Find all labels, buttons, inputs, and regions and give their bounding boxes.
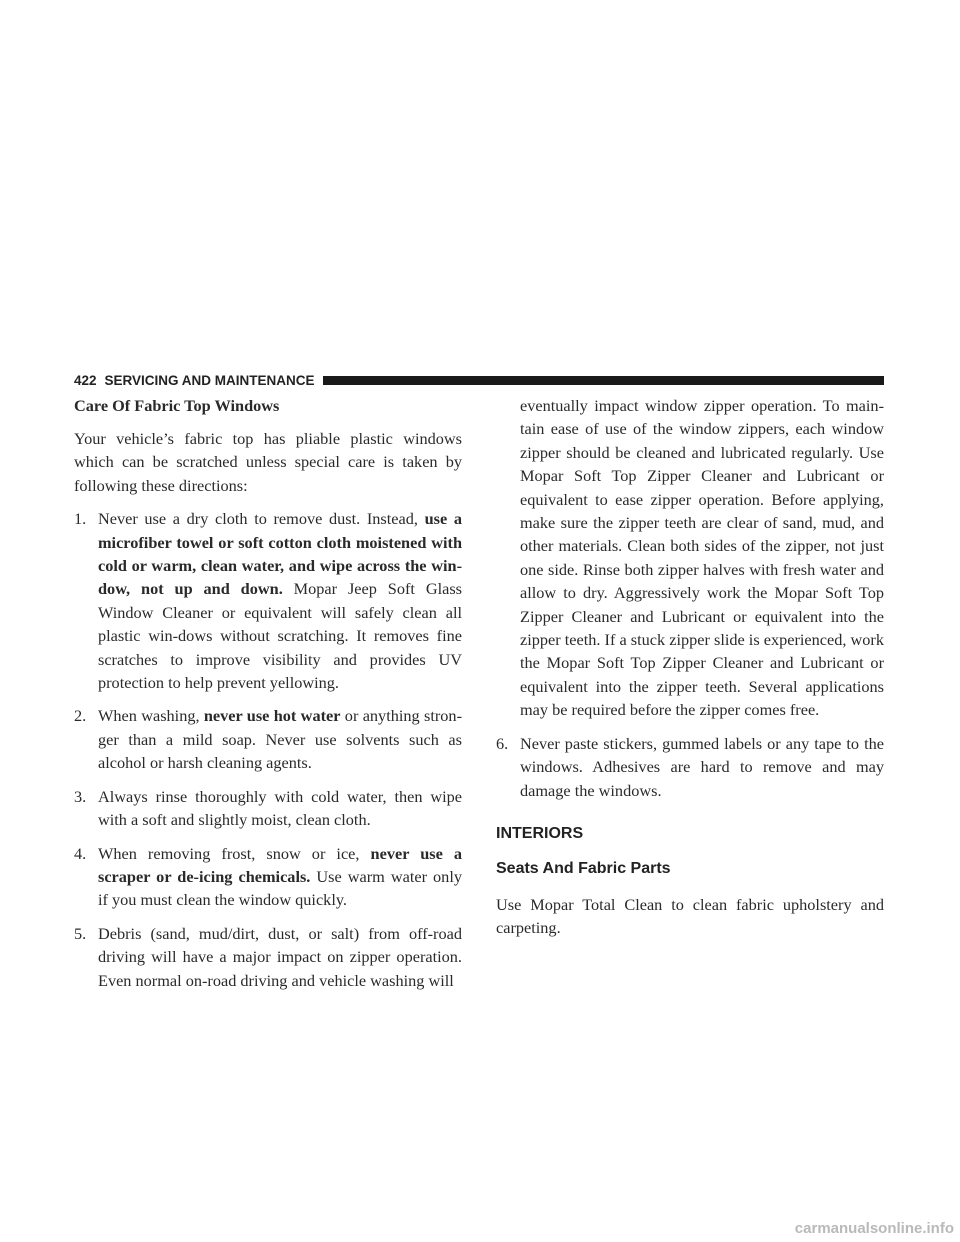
item-text: Never use a dry cloth to remove dust. Instead,	[98, 509, 425, 529]
item-bold-text: never use a scraper or de-icing chemicals.	[98, 843, 463, 886]
item-text: or anything stron-ger than a mild soap. Never use solvents such as alcohol or harsh cleaning agents.	[98, 706, 462, 773]
right-column	[496, 394, 884, 950]
item-number: 3.	[74, 786, 87, 806]
left-column	[74, 394, 462, 1002]
item-number: 1.	[74, 509, 87, 529]
list-item	[496, 732, 884, 802]
seats-paragraph: Use Mopar Total Clean to clean fabric upholstery and carpeting.	[496, 894, 884, 938]
interiors-heading: INTERIORS	[496, 824, 584, 842]
item-bold-text: never use hot water	[203, 706, 341, 726]
item-bold-text: use a microfiber towel or soft cotton cloth moistened with cold or warm, clean water, and wipe across the win-dow, not up and down.	[98, 509, 462, 599]
item-text: Always rinse thoroughly with cold water, then wipe with a soft and slightly moist, clean cloth.	[98, 786, 462, 830]
item-text: Never paste stickers, gummed labels or any tape to the windows. Adhesives are hard to remove and may damage the windows.	[520, 733, 884, 800]
list-item	[74, 507, 462, 694]
care-steps-list	[74, 507, 462, 992]
intro-paragraph: Your vehicle’s fabric top has pliable plastic windows which can be scratched unless special care is taken by following these directions:	[74, 429, 462, 495]
watermark: carmanualsonline.info	[794, 1220, 954, 1237]
section-title: Care Of Fabric Top Windows	[74, 396, 280, 415]
item-text: When washing,	[98, 706, 204, 726]
item-number: 5.	[74, 923, 87, 943]
list-item	[74, 842, 462, 912]
continuation-paragraph: eventually impact window zipper operation. To main-tain ease of use of the window zippers, each window zipper should be cleaned and lubricated regularly. Use Mopar Soft Top Zipper Cleaner and Lubricant or equivalent to ease zipper operation. Before applying, make sure the zipper teeth are clear of sand, mud, and other materials. Clean both sides of the zipper, not just one side. Rinse both zipper halves with fresh water and allow to dry. Aggressively work the Mopar Soft Top Zipper Cleaner and Lubricant or equivalent into the zipper teeth. If a stuck zipper slide is experienced, work the Mopar Soft Top Zipper Cleaner and Lubricant or equivalent into the zipper teeth. Several applications may be required before the zipper comes free.	[520, 396, 884, 720]
seats-heading: Seats And Fabric Parts	[496, 860, 671, 878]
page-header	[74, 370, 884, 390]
item-text: Use warm water only if you must clean the window quickly.	[98, 866, 462, 910]
item-number: 6.	[496, 733, 509, 753]
item-text: When removing frost, snow or ice,	[98, 843, 371, 863]
header-rule	[323, 376, 884, 385]
item-number: 4.	[74, 843, 87, 863]
section-label: SERVICING AND MAINTENANCE	[104, 372, 315, 388]
list-item	[74, 785, 462, 832]
item-text: Debris (sand, mud/dirt, dust, or salt) from off-road driving will have a major impact on zipper operation. Even normal on-road driving and vehicle washing will	[98, 923, 462, 990]
list-item	[74, 704, 462, 774]
list-item	[74, 922, 462, 992]
care-steps-list-continued	[496, 732, 884, 802]
item-number: 2.	[74, 706, 87, 726]
page-number: 422	[74, 372, 97, 388]
item-text: Mopar Jeep Soft Glass Window Cleaner or equivalent will safely clean all plastic win-dows without scratching. It removes fine scratches to improve visibility and provides UV protection to help prevent yellowing.	[98, 579, 462, 693]
